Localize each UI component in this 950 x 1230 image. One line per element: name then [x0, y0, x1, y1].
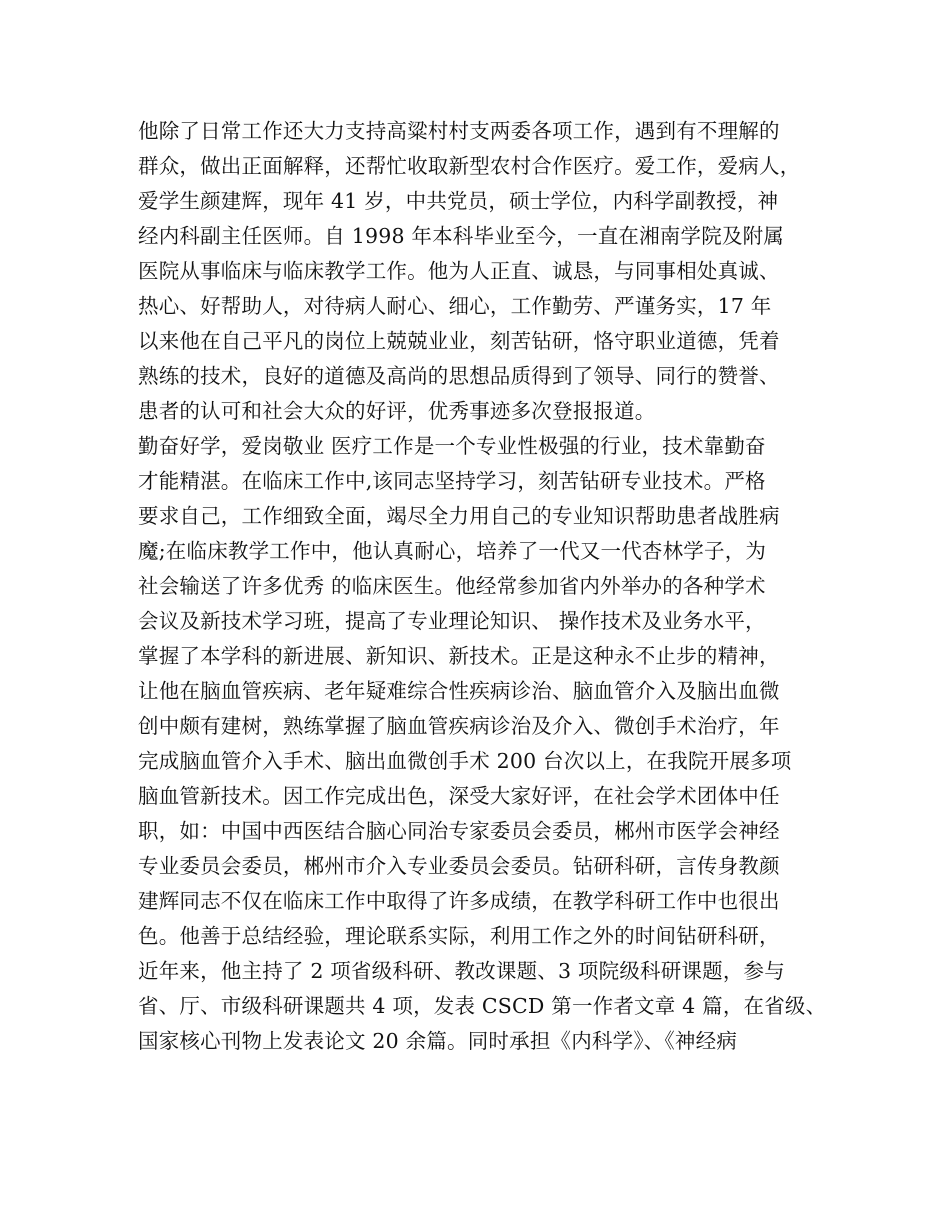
text-line: 医院从事临床与临床教学工作。他为人正直、诚恳，与同事相处真诚、 — [138, 259, 780, 283]
text-line: 患者的认可和社会大众的好评，优秀事迹多次登报报道。 — [138, 399, 656, 423]
text-line: 近年来，他主持了 2 项省级科研、教改课题、3 项院级科研课题，参与 — [138, 959, 785, 983]
text-line: 国家核心刊物上发表论文 20 余篇。同时承担《内科学》、《神经病 — [138, 1029, 738, 1053]
text-line: 以来他在自己平凡的岗位上兢兢业业，刻苦钻研，恪守职业道德，凭着 — [138, 329, 780, 353]
text-line: 社会输送了许多优秀 的临床医生。他经常参加省内外举办的各种学术 — [138, 574, 766, 598]
text-line: 建辉同志不仅在临床工作中取得了许多成绩，在教学科研工作中也很出 — [138, 889, 780, 913]
text-line: 他除了日常工作还大力支持高粱村村支两委各项工作，遇到有不理解的 — [138, 119, 780, 143]
body-text — [138, 114, 828, 1059]
text-line: 要求自己，工作细致全面，竭尽全力用自己的专业知识帮助患者战胜病 — [138, 504, 780, 528]
text-line: 会议及新技术学习班，提高了专业理论知识、 操作技术及业务水平， — [138, 609, 766, 633]
text-line: 才能精湛。在临床工作中,该同志坚持学习，刻苦钻研专业技术。严格 — [138, 469, 766, 493]
text-line: 经内科副主任医师。自 1998 年本科毕业至今，一直在湘南学院及附属 — [138, 224, 785, 248]
text-line: 色。他善于总结经验，理论联系实际，利用工作之外的时间钻研科研， — [138, 924, 780, 948]
text-line: 掌握了本学科的新进展、新知识、新技术。正是这种永不止步的精神， — [138, 644, 780, 668]
text-line: 专业委员会委员，郴州市介入专业委员会委员。钻研科研，言传身教颜 — [138, 854, 780, 878]
text-line: 职，如：中国中西医结合脑心同治专家委员会委员，郴州市医学会神经 — [138, 819, 780, 843]
text-line: 创中颇有建树，熟练掌握了脑血管疾病诊治及介入、微创手术治疗，年 — [138, 714, 780, 738]
text-line: 省、厅、市级科研课题共 4 项，发表 CSCD 第一作者文章 4 篇，在省级、 — [138, 994, 827, 1018]
text-line: 熟练的技术，良好的道德及高尚的思想品质得到了领导、同行的赞誉、 — [138, 364, 780, 388]
text-line: 让他在脑血管疾病、老年疑难综合性疾病诊治、脑血管介入及脑出血微 — [138, 679, 780, 703]
text-line: 热心、好帮助人，对待病人耐心、细心，工作勤劳、严谨务实，17 年 — [138, 294, 772, 318]
text-line: 脑血管新技术。因工作完成出色，深受大家好评，在社会学术团体中任 — [138, 784, 780, 808]
text-line: 爱学生颜建辉，现年 41 岁，中共党员，硕士学位，内科学副教授，神 — [138, 189, 779, 213]
text-line: 魔;在临床教学工作中，他认真耐心，培养了一代又一代杏林学子，为 — [138, 539, 767, 563]
text-line: 完成脑血管介入手术、脑出血微创手术 200 台次以上，在我院开展多项 — [138, 749, 792, 773]
text-line: 群众，做出正面解释，还帮忙收取新型农村合作医疗。爱工作，爱病人， — [138, 154, 801, 178]
text-line: 勤奋好学，爱岗敬业 医疗工作是一个专业性极强的行业，技术靠勤奋 — [138, 434, 766, 458]
